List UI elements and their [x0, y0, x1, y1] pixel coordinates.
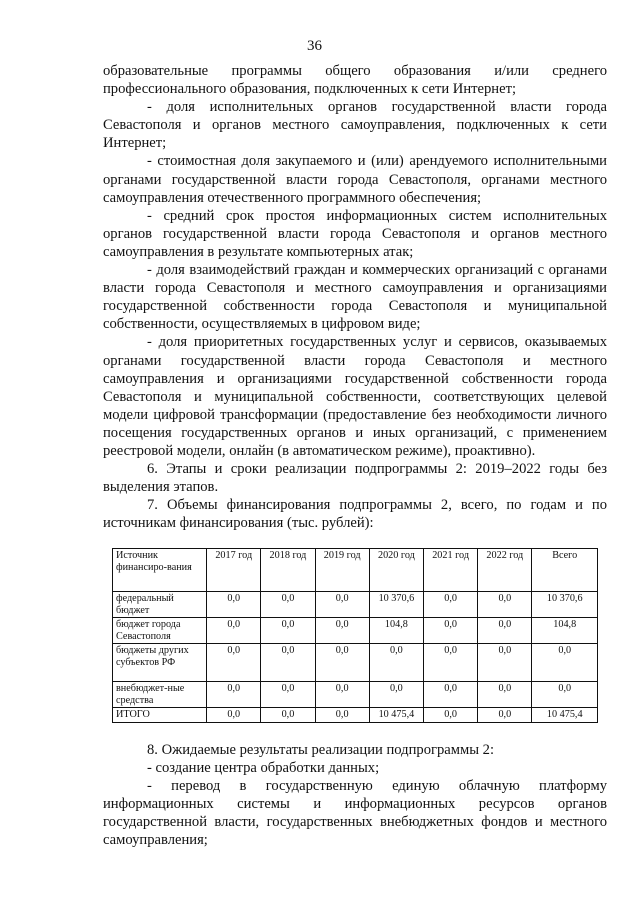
table-cell: 0,0 — [424, 708, 478, 723]
table-cell: 10 475,4 — [532, 708, 598, 723]
table-cell: 0,0 — [207, 592, 261, 618]
list-item-domestic-software-share: - стоимостная доля закупаемого и (или) арендуемого исполнительными органами государственной власти города Севастополя, органами местного самоуправления отечественного программного обеспечения; — [103, 153, 607, 206]
body-text-bottom — [103, 741, 607, 850]
table-cell-source: бюджет города Севастополя — [113, 618, 207, 644]
table-cell: 104,8 — [369, 618, 423, 644]
table-cell-source: бюджеты других субъектов РФ — [113, 644, 207, 682]
list-item-executive-bodies-internet: - доля исполнительных органов государственной власти города Севастополя и органов местного самоуправления, подключенных к сети Интернет; — [103, 99, 607, 152]
table-cell: 10 370,6 — [369, 592, 423, 618]
list-item-digital-interactions: - доля взаимодействий граждан и коммерческих организаций с органами власти города Севастополя и местного самоуправления и организациями государственной собственности города Севастополя и муниципальной собственности, осуществляемых в цифровом виде; — [103, 262, 607, 333]
table-cell: 10 370,6 — [532, 592, 598, 618]
table-header-row — [113, 549, 598, 592]
body-text-top — [103, 62, 607, 532]
table-cell: 104,8 — [532, 618, 598, 644]
table-row — [113, 644, 598, 682]
table-cell: 0,0 — [424, 592, 478, 618]
table-cell: 0,0 — [424, 644, 478, 682]
table-cell: 0,0 — [478, 592, 532, 618]
table-header-cell: 2020 год — [369, 549, 423, 592]
table-cell: 0,0 — [478, 708, 532, 723]
table-header-cell: 2017 год — [207, 549, 261, 592]
table-cell: 0,0 — [207, 618, 261, 644]
table-header-cell: 2021 год — [424, 549, 478, 592]
table-header-cell: 2019 год — [315, 549, 369, 592]
paragraph-stages: 6. Этапы и сроки реализации подпрограммы 2: 2019–2022 годы без выделения этапов. — [103, 461, 607, 496]
table-cell-source: внебюджет-ные средства — [113, 682, 207, 708]
table-cell: 0,0 — [532, 644, 598, 682]
table-cell: 0,0 — [261, 682, 315, 708]
list-item-downtime-attacks: - средний срок простоя информационных систем исполнительных органов государственной власти города Севастополя и органов местного самоуправления в результате компьютерных атак; — [103, 207, 607, 260]
paragraph-financing: 7. Объемы финансирования подпрограммы 2, всего, по годам и по источникам финансирования (тыс. рублей): — [103, 497, 607, 532]
table-cell: 0,0 — [369, 644, 423, 682]
table-row-total — [113, 708, 598, 723]
table-cell: 0,0 — [424, 682, 478, 708]
table-cell: 10 475,4 — [369, 708, 423, 723]
table-cell: 0,0 — [261, 708, 315, 723]
table-cell: 0,0 — [369, 682, 423, 708]
table-header-cell: Всего — [532, 549, 598, 592]
table-cell: 0,0 — [261, 618, 315, 644]
table-cell: 0,0 — [315, 592, 369, 618]
table-cell: 0,0 — [478, 618, 532, 644]
list-item-priority-services: - доля приоритетных государственных услуг и сервисов, оказываемых органами государственной власти города Севастополя и местного самоуправления и организациями государственной собственности города Севастополя и муниципальной собственности, соответствующих целевой модели цифровой трансформации (предоставление без необходимости личного посещения государственных органов и иных организаций, с применением реестровой модели, онлайн (в автоматическом режиме), проактивно). — [103, 334, 607, 459]
table-row — [113, 592, 598, 618]
table-cell: 0,0 — [315, 618, 369, 644]
list-item-cloud-platform: - перевод в государственную единую облачную платформу информационных системы и информационных ресурсов органов государственной власти, государственных внебюджетных фондов и местного самоуправления; — [103, 778, 607, 849]
table-cell-source: ИТОГО — [113, 708, 207, 723]
table-cell: 0,0 — [424, 618, 478, 644]
table-cell: 0,0 — [261, 644, 315, 682]
table-cell: 0,0 — [207, 644, 261, 682]
table-cell: 0,0 — [207, 682, 261, 708]
table-cell: 0,0 — [478, 644, 532, 682]
financing-table-wrapper — [112, 548, 598, 723]
list-item-data-center: - создание центра обработки данных; — [147, 760, 380, 777]
table-header-cell: 2022 год — [478, 549, 532, 592]
table-cell-source: федеральный бюджет — [113, 592, 207, 618]
table-cell: 0,0 — [261, 592, 315, 618]
table-header-cell: 2018 год — [261, 549, 315, 592]
table-row — [113, 618, 598, 644]
paragraph-continuation: образовательные программы общего образования и/или среднего профессионального образования, подключенных к сети Интернет; — [103, 63, 607, 98]
financing-table — [112, 548, 598, 723]
table-row — [113, 682, 598, 708]
table-cell: 0,0 — [315, 644, 369, 682]
table-header-cell: Источник финансиро-вания — [113, 549, 207, 592]
table-cell: 0,0 — [315, 682, 369, 708]
table-cell: 0,0 — [315, 708, 369, 723]
paragraph-expected-results: 8. Ожидаемые результаты реализации подпрограммы 2: — [147, 742, 495, 758]
table-cell: 0,0 — [207, 708, 261, 723]
table-cell: 0,0 — [532, 682, 598, 708]
table-cell: 0,0 — [478, 682, 532, 708]
page-number: 36 — [307, 38, 322, 54]
